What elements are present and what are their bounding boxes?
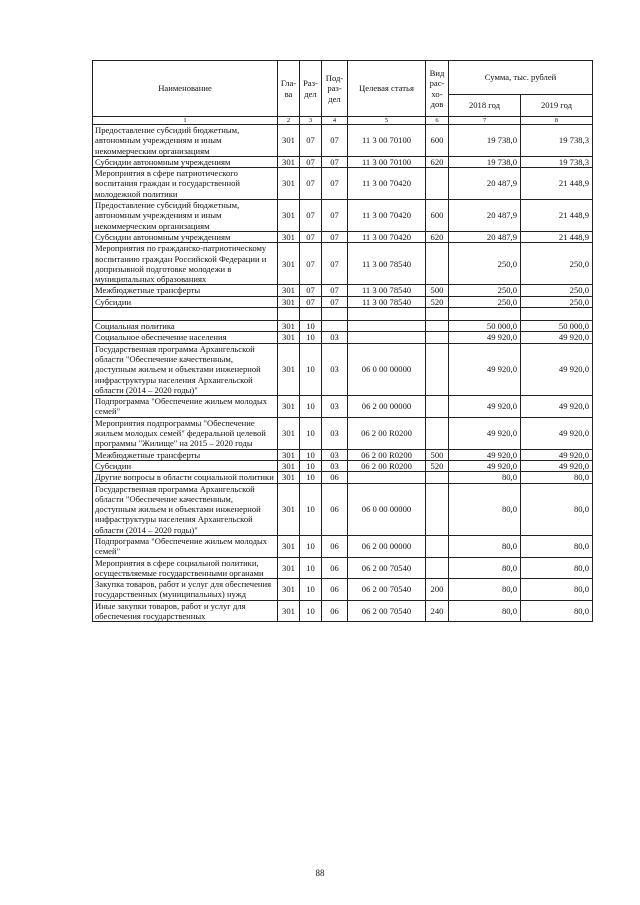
razdel-cell: 10 — [300, 483, 322, 535]
column-number: 4 — [322, 117, 348, 125]
sum-2018-cell: 80,0 — [449, 557, 521, 579]
table-row — [93, 125, 593, 157]
header-vid: Вид рас-хо-дов — [426, 61, 449, 117]
razdel-cell: 10 — [300, 579, 322, 601]
sum-2019-cell: 250,0 — [521, 296, 593, 307]
sum-2018-cell: 250,0 — [449, 243, 521, 285]
row-name-cell: Государственная программа Архангельской области "Обеспечение качественным, доступным жильем и объектами инженерной инфраструктуры населения Архангельской области (2014 – 2020 годы)" — [93, 483, 278, 535]
expense-type-cell — [426, 243, 449, 285]
glava-cell: 301 — [278, 332, 300, 343]
podrazdel-cell: 07 — [322, 243, 348, 285]
expense-type-cell: 600 — [426, 125, 449, 157]
glava-cell — [278, 308, 300, 321]
column-number: 8 — [521, 117, 593, 125]
podrazdel-cell: 07 — [322, 168, 348, 200]
row-name-cell: Мероприятия подпрограммы "Обеспечение жильем молодых семей" федеральной целевой программы "Жилище" на 2015 – 2020 годы — [93, 417, 278, 449]
row-name-cell: Закупка товаров, работ и услуг для обеспечения государственных (муниципальных) нужд — [93, 579, 278, 601]
glava-cell: 301 — [278, 200, 300, 232]
expense-type-cell — [426, 343, 449, 395]
podrazdel-cell: 03 — [322, 343, 348, 395]
target-article-cell: 06 2 00 70540 — [348, 557, 426, 579]
header-target: Целевая статья — [348, 61, 426, 117]
sum-2018-cell: 80,0 — [449, 472, 521, 483]
header-glava: Гла-ва — [278, 61, 300, 117]
glava-cell: 301 — [278, 396, 300, 418]
target-article-cell: 11 3 00 70420 — [348, 168, 426, 200]
sum-2019-cell: 80,0 — [521, 472, 593, 483]
row-name-cell: Мероприятия по гражданско-патриотическому воспитанию граждан Российской Федерации и допризывной подготовке молодежи в муниципальных образованиях — [93, 243, 278, 285]
target-article-cell — [348, 472, 426, 483]
podrazdel-cell: 07 — [322, 296, 348, 307]
sum-2018-cell: 49 920,0 — [449, 332, 521, 343]
podrazdel-cell: 07 — [322, 285, 348, 296]
sum-2019-cell: 21 448,9 — [521, 168, 593, 200]
sum-2019-cell: 49 920,0 — [521, 343, 593, 395]
razdel-cell: 10 — [300, 460, 322, 471]
glava-cell: 301 — [278, 535, 300, 557]
sum-2019-cell — [521, 308, 593, 321]
expense-type-cell — [426, 332, 449, 343]
expense-type-cell: 620 — [426, 156, 449, 167]
expense-type-cell — [426, 321, 449, 332]
sum-2019-cell: 49 920,0 — [521, 417, 593, 449]
razdel-cell: 07 — [300, 243, 322, 285]
podrazdel-cell: 07 — [322, 200, 348, 232]
glava-cell: 301 — [278, 231, 300, 242]
table-row — [93, 308, 593, 321]
podrazdel-cell: 07 — [322, 231, 348, 242]
razdel-cell: 10 — [300, 321, 322, 332]
expense-type-cell: 520 — [426, 296, 449, 307]
podrazdel-cell: 06 — [322, 535, 348, 557]
razdel-cell: 10 — [300, 472, 322, 483]
sum-2019-cell: 250,0 — [521, 285, 593, 296]
expense-type-cell: 620 — [426, 231, 449, 242]
header-year1: 2018 год — [449, 95, 521, 117]
sum-2019-cell: 19 738,3 — [521, 156, 593, 167]
table-body — [93, 125, 593, 622]
expense-type-cell: 240 — [426, 600, 449, 622]
row-name-cell: Подпрограмма "Обеспечение жильем молодых семей" — [93, 535, 278, 557]
sum-2018-cell: 20 487,9 — [449, 168, 521, 200]
glava-cell: 301 — [278, 449, 300, 460]
razdel-cell: 07 — [300, 168, 322, 200]
glava-cell: 301 — [278, 285, 300, 296]
column-number: 5 — [348, 117, 426, 125]
row-name-cell: Иные закупки товаров, работ и услуг для обеспечения государственных — [93, 600, 278, 622]
column-number: 3 — [300, 117, 322, 125]
podrazdel-cell: 07 — [322, 156, 348, 167]
column-number: 2 — [278, 117, 300, 125]
razdel-cell: 10 — [300, 332, 322, 343]
column-numbers-row — [93, 117, 593, 125]
sum-2018-cell: 250,0 — [449, 285, 521, 296]
target-article-cell: 06 0 00 00000 — [348, 343, 426, 395]
target-article-cell: 11 3 00 70100 — [348, 156, 426, 167]
row-name-cell: Социальная политика — [93, 321, 278, 332]
expense-type-cell — [426, 483, 449, 535]
expense-type-cell — [426, 396, 449, 418]
razdel-cell: 10 — [300, 417, 322, 449]
podrazdel-cell: 03 — [322, 332, 348, 343]
table-row — [93, 396, 593, 418]
column-number: 1 — [93, 117, 278, 125]
row-name-cell: Предоставление субсидий бюджетным, автономным учреждениям и иным некоммерческим организациям — [93, 125, 278, 157]
sum-2018-cell: 20 487,9 — [449, 200, 521, 232]
podrazdel-cell — [322, 321, 348, 332]
podrazdel-cell: 03 — [322, 460, 348, 471]
row-name-cell — [93, 308, 278, 321]
sum-2018-cell: 80,0 — [449, 483, 521, 535]
razdel-cell: 10 — [300, 396, 322, 418]
target-article-cell: 06 0 00 00000 — [348, 483, 426, 535]
row-name-cell: Подпрограмма "Обеспечение жильем молодых семей" — [93, 396, 278, 418]
sum-2019-cell: 49 920,0 — [521, 332, 593, 343]
razdel-cell: 10 — [300, 343, 322, 395]
sum-2019-cell: 50 000,0 — [521, 321, 593, 332]
table-row — [93, 472, 593, 483]
razdel-cell — [300, 308, 322, 321]
row-name-cell: Предоставление субсидий бюджетным, автономным учреждениям и иным некоммерческим организациям — [93, 200, 278, 232]
row-name-cell: Субсидии — [93, 296, 278, 307]
glava-cell: 301 — [278, 125, 300, 157]
sum-2018-cell: 50 000,0 — [449, 321, 521, 332]
glava-cell: 301 — [278, 321, 300, 332]
sum-2018-cell: 49 920,0 — [449, 417, 521, 449]
row-name-cell: Субсидии — [93, 460, 278, 471]
podrazdel-cell: 03 — [322, 396, 348, 418]
sum-2018-cell: 20 487,9 — [449, 231, 521, 242]
sum-2019-cell: 19 738,3 — [521, 125, 593, 157]
sum-2018-cell: 49 920,0 — [449, 396, 521, 418]
glava-cell: 301 — [278, 243, 300, 285]
table-row — [93, 600, 593, 622]
column-number: 7 — [449, 117, 521, 125]
table-row — [93, 243, 593, 285]
podrazdel-cell: 06 — [322, 472, 348, 483]
glava-cell: 301 — [278, 296, 300, 307]
sum-2019-cell: 80,0 — [521, 483, 593, 535]
header-sum: Сумма, тыс. рублей — [449, 61, 593, 95]
target-article-cell — [348, 321, 426, 332]
table-row — [93, 535, 593, 557]
sum-2018-cell: 80,0 — [449, 535, 521, 557]
target-article-cell: 11 3 00 70420 — [348, 231, 426, 242]
table-row — [93, 285, 593, 296]
expense-type-cell — [426, 308, 449, 321]
table-row — [93, 168, 593, 200]
sum-2019-cell: 21 448,9 — [521, 200, 593, 232]
target-article-cell: 06 2 00 00000 — [348, 396, 426, 418]
table-row — [93, 343, 593, 395]
sum-2018-cell — [449, 308, 521, 321]
row-name-cell: Другие вопросы в области социальной политики — [93, 472, 278, 483]
row-name-cell: Субсидии автономным учреждениям — [93, 156, 278, 167]
target-article-cell: 06 2 00 R0200 — [348, 460, 426, 471]
target-article-cell — [348, 332, 426, 343]
razdel-cell: 10 — [300, 557, 322, 579]
podrazdel-cell: 07 — [322, 125, 348, 157]
column-number: 6 — [426, 117, 449, 125]
glava-cell: 301 — [278, 557, 300, 579]
row-name-cell: Мероприятия в сфере социальной политики, осуществляемые государственными органами — [93, 557, 278, 579]
sum-2018-cell: 80,0 — [449, 579, 521, 601]
expense-type-cell — [426, 168, 449, 200]
expense-type-cell: 520 — [426, 460, 449, 471]
sum-2019-cell: 21 448,9 — [521, 231, 593, 242]
page-number: 88 — [315, 868, 325, 878]
sum-2018-cell: 250,0 — [449, 296, 521, 307]
row-name-cell: Государственная программа Архангельской области "Обеспечение качественным, доступным жильем и объектами инженерной инфраструктуры населения Архангельской области (2014 – 2020 годы)" — [93, 343, 278, 395]
podrazdel-cell — [322, 308, 348, 321]
podrazdel-cell: 03 — [322, 449, 348, 460]
table-row — [93, 483, 593, 535]
target-article-cell: 11 3 00 78540 — [348, 285, 426, 296]
target-article-cell: 06 2 00 R0200 — [348, 449, 426, 460]
razdel-cell: 10 — [300, 449, 322, 460]
glava-cell: 301 — [278, 460, 300, 471]
razdel-cell: 07 — [300, 125, 322, 157]
row-name-cell: Межбюджетные трансферты — [93, 449, 278, 460]
glava-cell: 301 — [278, 483, 300, 535]
sum-2018-cell: 49 920,0 — [449, 449, 521, 460]
razdel-cell: 07 — [300, 231, 322, 242]
razdel-cell: 07 — [300, 296, 322, 307]
expense-type-cell: 500 — [426, 449, 449, 460]
target-article-cell — [348, 308, 426, 321]
target-article-cell: 11 3 00 78540 — [348, 296, 426, 307]
table-row — [93, 296, 593, 307]
razdel-cell: 10 — [300, 600, 322, 622]
expense-type-cell — [426, 557, 449, 579]
header-razdel: Раз-дел — [300, 61, 322, 117]
glava-cell: 301 — [278, 579, 300, 601]
razdel-cell: 07 — [300, 285, 322, 296]
target-article-cell: 06 2 00 70540 — [348, 579, 426, 601]
expense-type-cell: 500 — [426, 285, 449, 296]
glava-cell: 301 — [278, 156, 300, 167]
row-name-cell: Субсидии автономным учреждениям — [93, 231, 278, 242]
row-name-cell: Мероприятия в сфере патриотического воспитания граждан и государственной молодежной политики — [93, 168, 278, 200]
sum-2018-cell: 49 920,0 — [449, 460, 521, 471]
glava-cell: 301 — [278, 600, 300, 622]
sum-2019-cell: 80,0 — [521, 600, 593, 622]
table-row — [93, 156, 593, 167]
sum-2018-cell: 19 738,0 — [449, 125, 521, 157]
glava-cell: 301 — [278, 168, 300, 200]
sum-2019-cell: 49 920,0 — [521, 449, 593, 460]
table-row — [93, 321, 593, 332]
target-article-cell: 06 2 00 70540 — [348, 600, 426, 622]
target-article-cell: 11 3 00 70420 — [348, 200, 426, 232]
header-year2: 2019 год — [521, 95, 593, 117]
row-name-cell: Социальное обеспечение населения — [93, 332, 278, 343]
sum-2019-cell: 80,0 — [521, 535, 593, 557]
podrazdel-cell: 06 — [322, 579, 348, 601]
expense-type-cell — [426, 417, 449, 449]
budget-table — [92, 60, 593, 622]
razdel-cell: 10 — [300, 535, 322, 557]
sum-2019-cell: 250,0 — [521, 243, 593, 285]
table-row — [93, 417, 593, 449]
glava-cell: 301 — [278, 472, 300, 483]
expense-type-cell: 200 — [426, 579, 449, 601]
glava-cell: 301 — [278, 417, 300, 449]
podrazdel-cell: 03 — [322, 417, 348, 449]
table-row — [93, 449, 593, 460]
sum-2019-cell: 80,0 — [521, 557, 593, 579]
expense-type-cell — [426, 472, 449, 483]
header-name: Наименование — [93, 61, 278, 117]
target-article-cell: 11 3 00 70100 — [348, 125, 426, 157]
razdel-cell: 07 — [300, 156, 322, 167]
table-row — [93, 200, 593, 232]
row-name-cell: Межбюджетные трансферты — [93, 285, 278, 296]
sum-2018-cell: 49 920,0 — [449, 343, 521, 395]
sum-2018-cell: 80,0 — [449, 600, 521, 622]
target-article-cell: 06 2 00 00000 — [348, 535, 426, 557]
sum-2019-cell: 49 920,0 — [521, 396, 593, 418]
sum-2019-cell: 80,0 — [521, 579, 593, 601]
target-article-cell: 11 3 00 78540 — [348, 243, 426, 285]
header-podrazdel: Под-раз-дел — [322, 61, 348, 117]
sum-2018-cell: 19 738,0 — [449, 156, 521, 167]
podrazdel-cell: 06 — [322, 483, 348, 535]
target-article-cell: 06 2 00 R0200 — [348, 417, 426, 449]
table-row — [93, 557, 593, 579]
table-row — [93, 332, 593, 343]
glava-cell: 301 — [278, 343, 300, 395]
podrazdel-cell: 06 — [322, 600, 348, 622]
sum-2019-cell: 49 920,0 — [521, 460, 593, 471]
table-row — [93, 579, 593, 601]
expense-type-cell: 600 — [426, 200, 449, 232]
expense-type-cell — [426, 535, 449, 557]
table-row — [93, 460, 593, 471]
razdel-cell: 07 — [300, 200, 322, 232]
table-row — [93, 231, 593, 242]
podrazdel-cell: 06 — [322, 557, 348, 579]
